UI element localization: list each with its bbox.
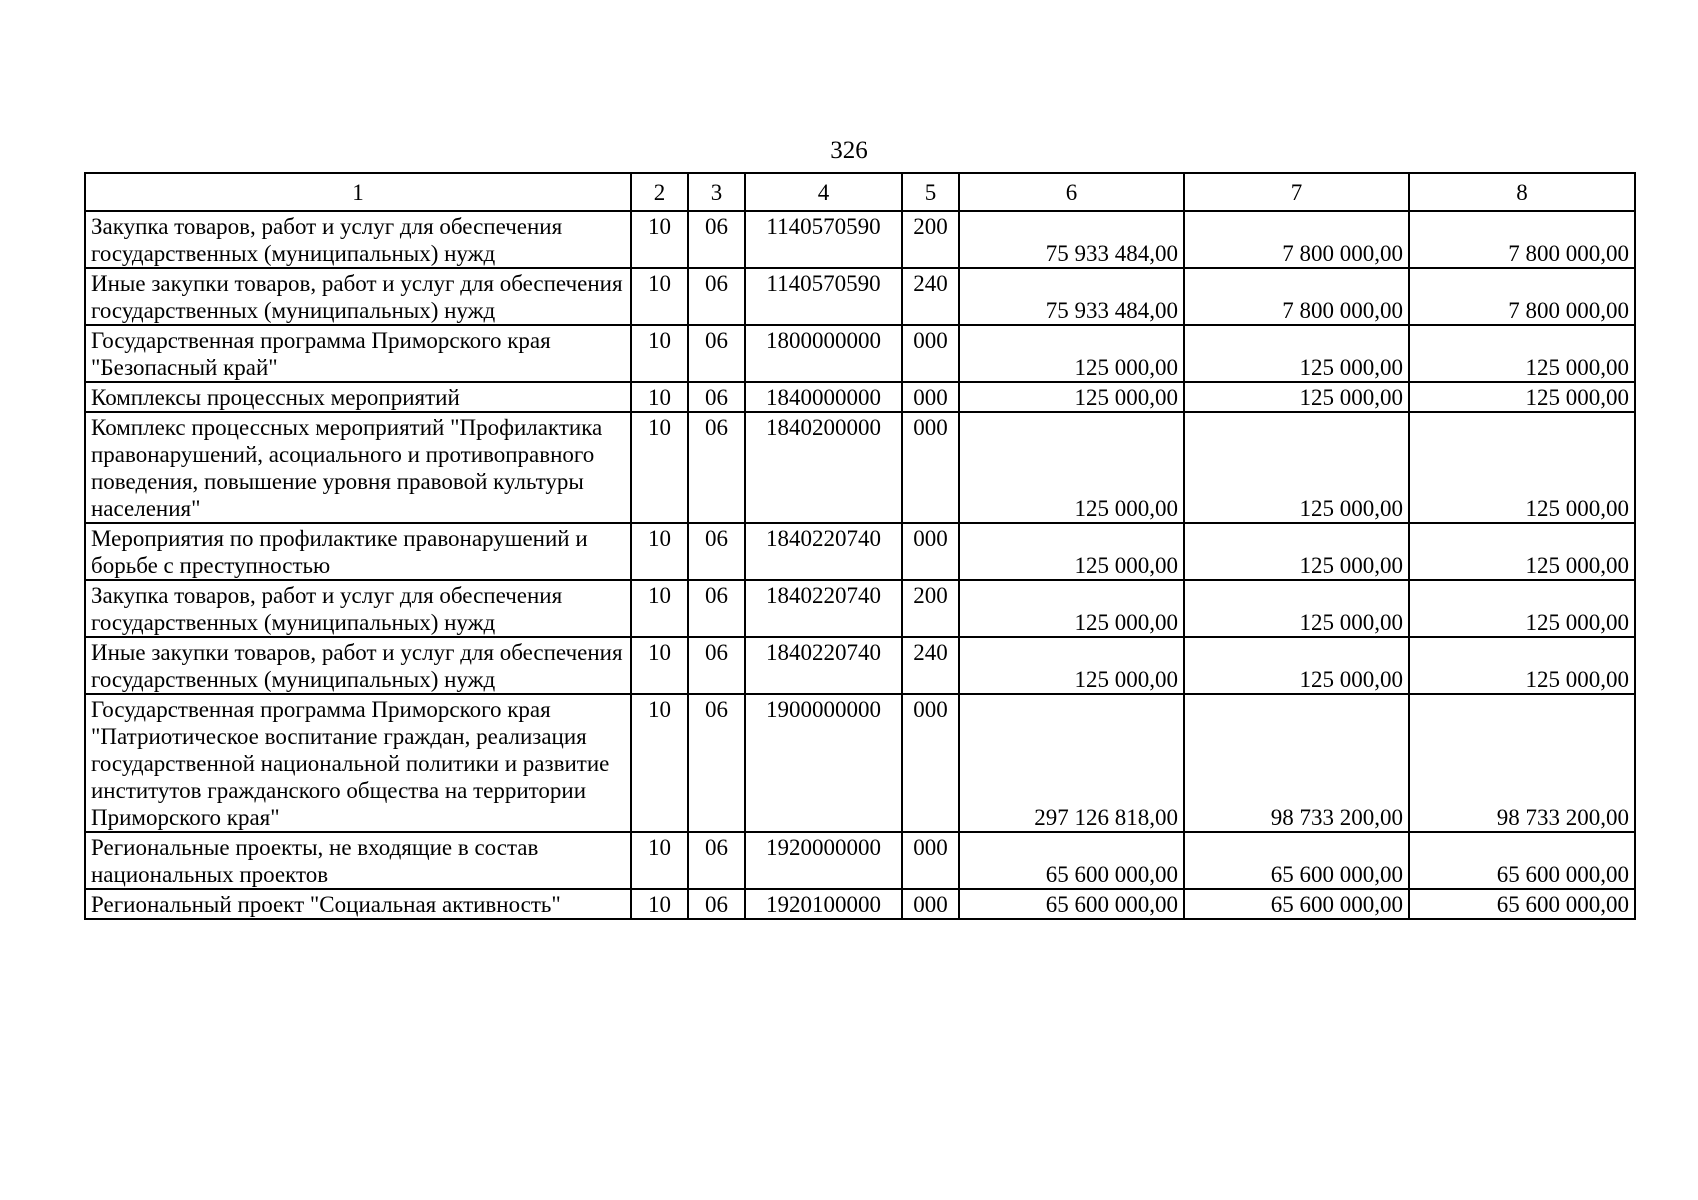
- row-amount-year3: 65 600 000,00: [1409, 832, 1635, 889]
- row-amount-year3: 125 000,00: [1409, 382, 1635, 412]
- row-section: 10: [631, 382, 688, 412]
- page-number: 326: [830, 137, 868, 164]
- row-expense-type: 000: [902, 325, 959, 382]
- header-cell: 3: [688, 173, 745, 211]
- row-section: 10: [631, 523, 688, 580]
- row-amount-year3: 7 800 000,00: [1409, 211, 1635, 268]
- row-amount-year2: 7 800 000,00: [1184, 268, 1409, 325]
- row-name: Комплексы процессных мероприятий: [85, 382, 631, 412]
- header-cell: 4: [745, 173, 902, 211]
- row-subsection: 06: [688, 832, 745, 889]
- row-name: Государственная программа Приморского края "Патриотическое воспитание граждан, реализация государственной национальной политики и развитие институтов гражданского общества на территории Приморского края": [85, 694, 631, 832]
- row-amount-year3: 125 000,00: [1409, 523, 1635, 580]
- row-target-article: 1920100000: [745, 889, 902, 919]
- row-name: Закупка товаров, работ и услуг для обеспечения государственных (муниципальных) нужд: [85, 211, 631, 268]
- row-expense-type: 200: [902, 211, 959, 268]
- row-amount-year2: 65 600 000,00: [1184, 889, 1409, 919]
- header-cell: 5: [902, 173, 959, 211]
- row-target-article: 1840220740: [745, 580, 902, 637]
- row-section: 10: [631, 268, 688, 325]
- row-name: Региональные проекты, не входящие в состав национальных проектов: [85, 832, 631, 889]
- row-amount-year3: 65 600 000,00: [1409, 889, 1635, 919]
- row-expense-type: 240: [902, 637, 959, 694]
- row-subsection: 06: [688, 325, 745, 382]
- row-amount-year1: 125 000,00: [959, 580, 1184, 637]
- row-expense-type: 000: [902, 694, 959, 832]
- row-name: Региональный проект "Социальная активность": [85, 889, 631, 919]
- header-cell: 7: [1184, 173, 1409, 211]
- row-subsection: 06: [688, 412, 745, 523]
- row-amount-year1: 75 933 484,00: [959, 268, 1184, 325]
- row-target-article: 1840000000: [745, 382, 902, 412]
- row-section: 10: [631, 637, 688, 694]
- row-target-article: 1900000000: [745, 694, 902, 832]
- budget-table: [84, 172, 1636, 920]
- table-row: [85, 382, 1635, 412]
- row-section: 10: [631, 580, 688, 637]
- row-amount-year2: 98 733 200,00: [1184, 694, 1409, 832]
- row-expense-type: 000: [902, 889, 959, 919]
- row-section: 10: [631, 832, 688, 889]
- table-row: [85, 523, 1635, 580]
- table-row: [85, 325, 1635, 382]
- row-name: Государственная программа Приморского края "Безопасный край": [85, 325, 631, 382]
- table-row: [85, 268, 1635, 325]
- row-target-article: 1840220740: [745, 637, 902, 694]
- row-amount-year3: 125 000,00: [1409, 580, 1635, 637]
- row-expense-type: 000: [902, 382, 959, 412]
- row-name: Иные закупки товаров, работ и услуг для обеспечения государственных (муниципальных) нужд: [85, 637, 631, 694]
- row-expense-type: 000: [902, 523, 959, 580]
- row-amount-year3: 98 733 200,00: [1409, 694, 1635, 832]
- row-amount-year2: 125 000,00: [1184, 580, 1409, 637]
- table-row: [85, 580, 1635, 637]
- row-expense-type: 000: [902, 412, 959, 523]
- row-subsection: 06: [688, 637, 745, 694]
- row-amount-year1: 297 126 818,00: [959, 694, 1184, 832]
- table-row: [85, 832, 1635, 889]
- row-section: 10: [631, 211, 688, 268]
- row-target-article: 1840220740: [745, 523, 902, 580]
- row-amount-year2: 65 600 000,00: [1184, 832, 1409, 889]
- row-subsection: 06: [688, 382, 745, 412]
- header-cell: 2: [631, 173, 688, 211]
- row-amount-year2: 125 000,00: [1184, 325, 1409, 382]
- header-cell: 6: [959, 173, 1184, 211]
- row-target-article: 1140570590: [745, 211, 902, 268]
- header-cell: 1: [85, 173, 631, 211]
- row-expense-type: 200: [902, 580, 959, 637]
- row-amount-year2: 7 800 000,00: [1184, 211, 1409, 268]
- row-name: Закупка товаров, работ и услуг для обеспечения государственных (муниципальных) нужд: [85, 580, 631, 637]
- row-name: Комплекс процессных мероприятий "Профилактика правонарушений, асоциального и противоправного поведения, повышение уровня правовой культуры населения": [85, 412, 631, 523]
- row-amount-year2: 125 000,00: [1184, 412, 1409, 523]
- row-amount-year2: 125 000,00: [1184, 637, 1409, 694]
- row-amount-year1: 65 600 000,00: [959, 832, 1184, 889]
- row-amount-year2: 125 000,00: [1184, 523, 1409, 580]
- header-cell: 8: [1409, 173, 1635, 211]
- row-amount-year1: 125 000,00: [959, 325, 1184, 382]
- row-amount-year1: 125 000,00: [959, 382, 1184, 412]
- row-amount-year1: 125 000,00: [959, 412, 1184, 523]
- row-expense-type: 240: [902, 268, 959, 325]
- row-name: Иные закупки товаров, работ и услуг для обеспечения государственных (муниципальных) нужд: [85, 268, 631, 325]
- row-amount-year3: 125 000,00: [1409, 412, 1635, 523]
- row-amount-year3: 7 800 000,00: [1409, 268, 1635, 325]
- row-target-article: 1920000000: [745, 832, 902, 889]
- row-amount-year3: 125 000,00: [1409, 325, 1635, 382]
- row-subsection: 06: [688, 889, 745, 919]
- row-target-article: 1140570590: [745, 268, 902, 325]
- row-subsection: 06: [688, 211, 745, 268]
- table-row: [85, 889, 1635, 919]
- table-row: [85, 412, 1635, 523]
- table-row: [85, 694, 1635, 832]
- row-subsection: 06: [688, 694, 745, 832]
- row-amount-year1: 75 933 484,00: [959, 211, 1184, 268]
- row-amount-year2: 125 000,00: [1184, 382, 1409, 412]
- row-amount-year1: 125 000,00: [959, 523, 1184, 580]
- table-header-row: [85, 173, 1635, 211]
- row-amount-year1: 125 000,00: [959, 637, 1184, 694]
- row-section: 10: [631, 325, 688, 382]
- table-row: [85, 637, 1635, 694]
- row-section: 10: [631, 889, 688, 919]
- row-subsection: 06: [688, 268, 745, 325]
- row-expense-type: 000: [902, 832, 959, 889]
- row-subsection: 06: [688, 580, 745, 637]
- row-target-article: 1800000000: [745, 325, 902, 382]
- table-row: [85, 211, 1635, 268]
- row-subsection: 06: [688, 523, 745, 580]
- row-target-article: 1840200000: [745, 412, 902, 523]
- row-amount-year1: 65 600 000,00: [959, 889, 1184, 919]
- row-section: 10: [631, 694, 688, 832]
- row-section: 10: [631, 412, 688, 523]
- row-amount-year3: 125 000,00: [1409, 637, 1635, 694]
- row-name: Мероприятия по профилактике правонарушений и борьбе с преступностью: [85, 523, 631, 580]
